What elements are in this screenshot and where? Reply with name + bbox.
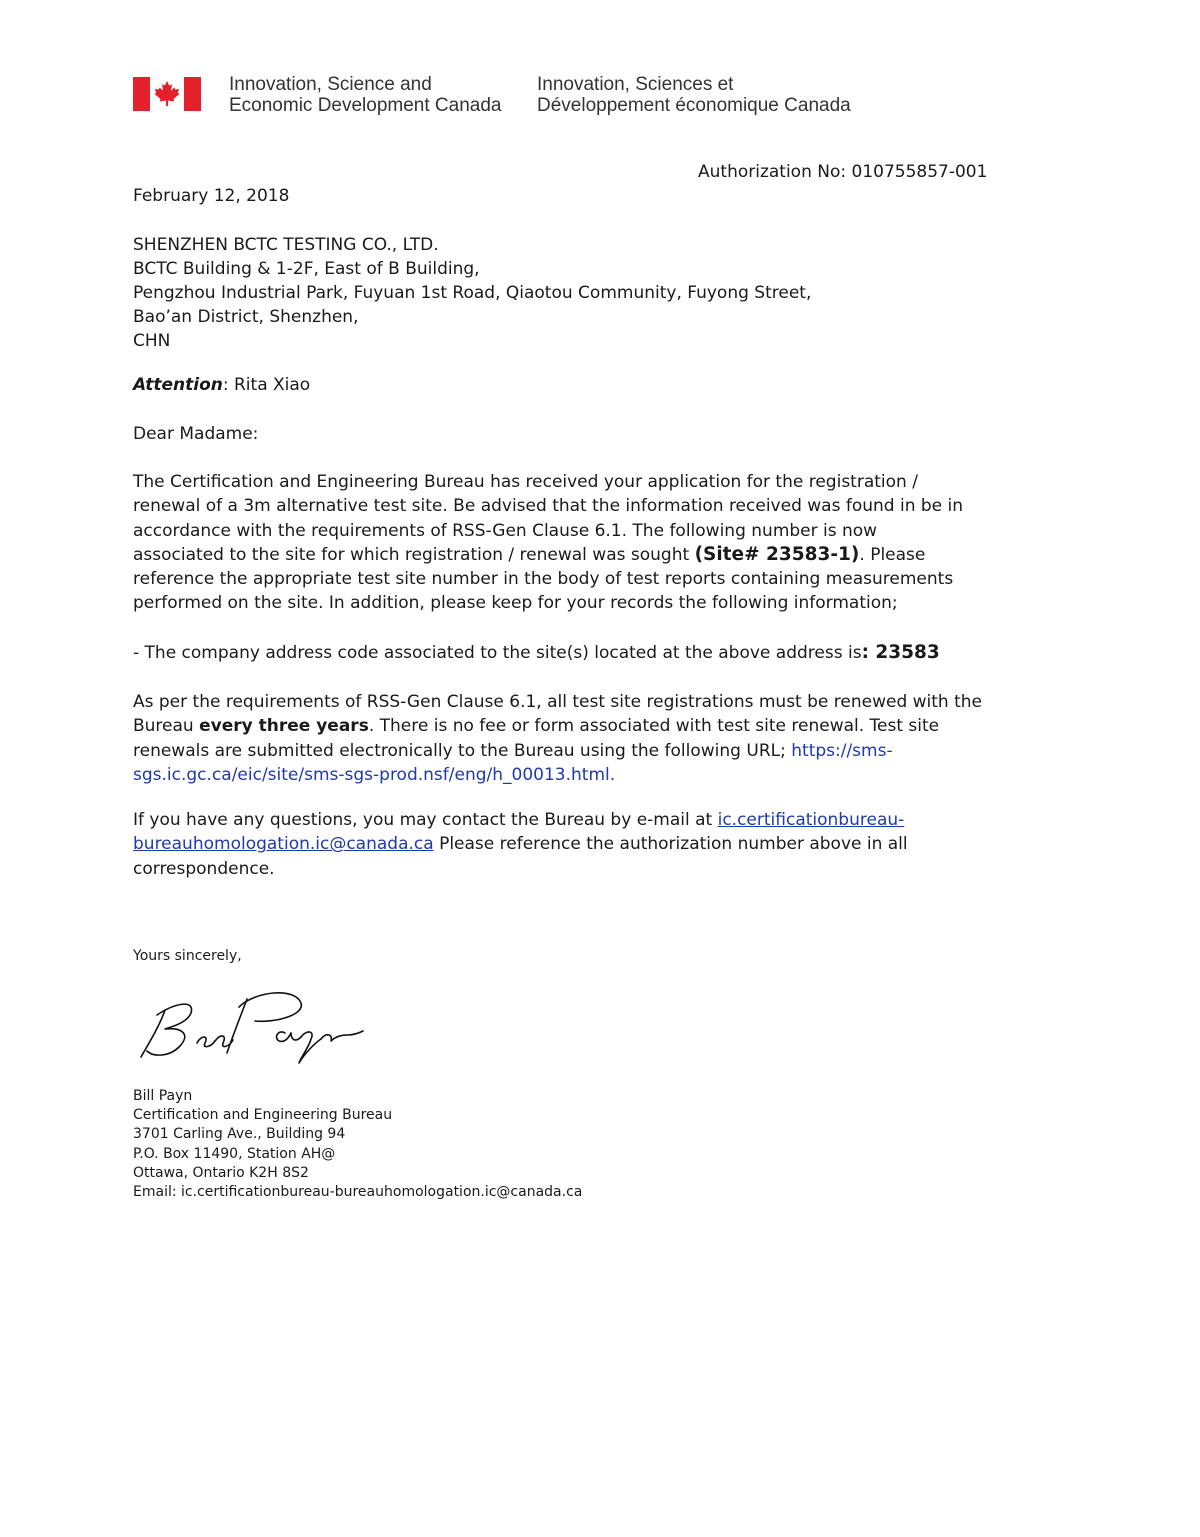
department-name-en-line2: Economic Development Canada <box>229 95 502 116</box>
paragraph-text: Please reference the authorization number above in all <box>433 834 908 855</box>
salutation: Dear Madame: <box>133 424 259 444</box>
department-name-french <box>537 74 851 116</box>
department-name-fr-line1: Innovation, Sciences et <box>537 74 734 95</box>
address-line: Bao’an District, Shenzhen, <box>133 307 359 327</box>
site-number: (Site# 23583-1) <box>694 543 860 565</box>
paragraph-line: renewal of a 3m alternative test site. Be advised that the information received was found in be in <box>133 496 964 517</box>
department-name-en-line1: Innovation, Science and <box>229 74 432 95</box>
paragraph-line: reference the appropriate test site number in the body of test reports containing measurements <box>133 569 954 590</box>
signer-address-line: Ottawa, Ontario K2H 8S2 <box>133 1164 309 1181</box>
paragraph-text: . There is no fee or form associated with test site renewal. Test site <box>368 716 940 737</box>
signer-block <box>133 1087 582 1202</box>
contact-email-link[interactable]: ic.certificationbureau- <box>717 810 905 830</box>
paragraph-line: As per the requirements of RSS-Gen Clause 6.1, all test site registrations must be renewed with the <box>133 692 983 712</box>
recipient-address <box>133 233 811 353</box>
paragraph-line: correspondence. <box>133 858 275 879</box>
address-line: BCTC Building & 1-2F, East of B Building, <box>133 259 480 279</box>
paragraph-text: - The company address code associated to the site(s) located at the above address is <box>133 643 862 663</box>
paragraph-text: renewals are submitted electronically to the Bureau using the following URL; <box>133 740 792 761</box>
renewal-period: every three years <box>199 716 369 737</box>
canada-flag-icon <box>133 77 201 111</box>
paragraph-line <box>133 739 1063 763</box>
address-line: SHENZHEN BCTC TESTING CO., LTD. <box>133 235 439 255</box>
signer-name: Bill Payn <box>133 1088 193 1104</box>
paragraph-line: performed on the site. In addition, please keep for your records the following information; <box>133 593 898 614</box>
letter-date: February 12, 2018 <box>133 186 290 206</box>
paragraph-line: accordance with the requirements of RSS-Gen Clause 6.1. The following number is now <box>133 520 878 541</box>
renewal-url-link[interactable]: https://sms- <box>791 740 893 761</box>
attention-label: Attention <box>133 375 223 395</box>
contact-email-link[interactable]: bureauhomologation.ic@canada.ca <box>133 834 434 855</box>
attention-name: : Rita Xiao <box>222 375 311 395</box>
address-line: Pengzhou Industrial Park, Fuyuan 1st Road, Qiaotou Community, Fuyong Street, <box>133 283 812 303</box>
paragraph-line <box>133 543 1063 567</box>
signer-org: Certification and Engineering Bureau <box>133 1107 393 1124</box>
handwritten-signature <box>135 985 367 1065</box>
signer-address-line: 3701 Carling Ave., Building 94 <box>133 1126 346 1143</box>
renewal-url-link[interactable]: sgs.ic.gc.ca/eic/site/sms-sgs-prod.nsf/eng/h_00013.html. <box>133 764 616 785</box>
address-code: : 23583 <box>861 642 940 663</box>
address-line: CHN <box>133 331 171 351</box>
paragraph-line <box>133 763 1063 787</box>
paragraph-line <box>133 641 1063 665</box>
paragraph-contact <box>133 808 1063 881</box>
department-name-fr-line2: Développement économique Canada <box>537 95 851 116</box>
paragraph-text: Bureau <box>133 716 200 737</box>
signer-address-line: P.O. Box 11490, Station AH@ <box>133 1145 336 1162</box>
paragraph-text: associated to the site for which registration / renewal was sought <box>133 544 695 565</box>
attention-line <box>133 375 310 395</box>
paragraph-line: The Certification and Engineering Bureau has received your application for the registration / <box>133 472 918 492</box>
paragraph-address-code <box>133 641 1063 665</box>
department-name-english <box>229 74 502 116</box>
signer-email: Email: ic.certificationbureau-bureauhomologation.ic@canada.ca <box>133 1184 583 1201</box>
authorization-number: Authorization No: 010755857-001 <box>698 162 988 182</box>
paragraph-renewal <box>133 690 1063 787</box>
closing: Yours sincerely, <box>133 948 242 964</box>
paragraph-line <box>133 714 1063 738</box>
paragraph-text: . Please <box>859 544 926 565</box>
letterhead <box>133 74 893 118</box>
paragraph-registration <box>133 470 1063 616</box>
paragraph-line <box>133 808 1063 832</box>
paragraph-text: If you have any questions, you may contact the Bureau by e-mail at <box>133 810 718 830</box>
paragraph-line <box>133 832 1063 856</box>
